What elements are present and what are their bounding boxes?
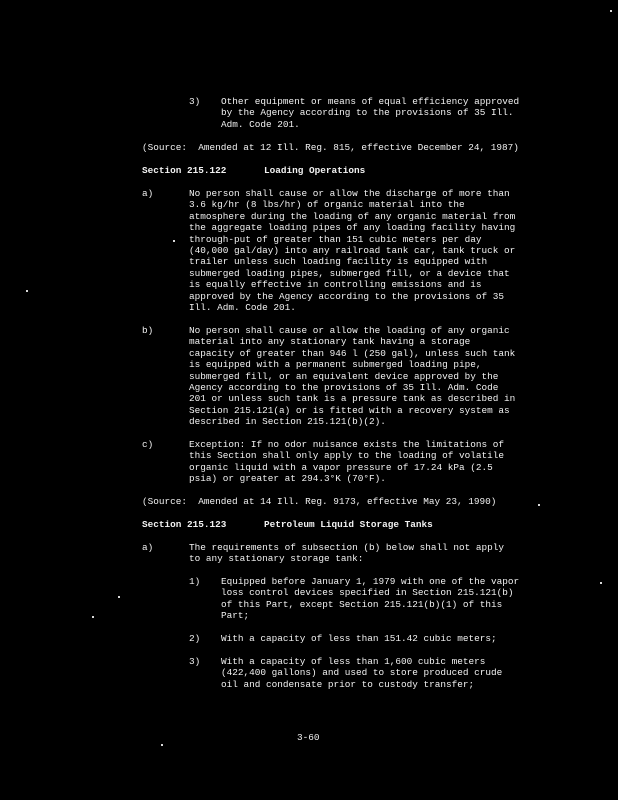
item-3-label: 3) [189, 656, 201, 667]
scan-speck [161, 744, 163, 746]
text-line: Adm. Code 201. [221, 118, 300, 130]
scan-speck [26, 290, 28, 292]
text-line: Ill. Adm. Code 201. [189, 302, 296, 314]
text-line: is equipped with a permanent submerged loading pipe, [189, 359, 482, 371]
item-1-text [221, 576, 519, 622]
text-line: Part; [221, 610, 250, 622]
text-line: 3.6 kg/hr (8 lbs/hr) of organic material into the [189, 199, 465, 211]
text-line: With a capacity of less than 1,600 cubic meters [221, 656, 486, 667]
item-3-text [221, 96, 519, 130]
scan-speck [610, 10, 612, 12]
item-2-label: 2) [189, 633, 201, 644]
text-line: No person shall cause or allow the loading of any organic [189, 325, 510, 336]
subsection-a-text [189, 188, 515, 313]
text-line: by the Agency according to the provisions of 35 Ill. [221, 107, 514, 119]
text-line: material into any stationary tank having a storage [189, 336, 471, 348]
text-line: to any stationary storage tank: [189, 553, 364, 565]
item-3-text [221, 656, 502, 690]
text-line: approved by the Agency according to the provisions of 35 [189, 290, 505, 302]
text-line: oil and condensate prior to custody transfer; [221, 678, 475, 690]
scan-speck [538, 504, 540, 506]
section-215-123-title: Petroleum Liquid Storage Tanks [264, 519, 433, 530]
text-line: Agency according to the provisions of 35 Ill. Adm. Code [189, 382, 499, 394]
scan-speck [118, 596, 120, 598]
text-line: Section 215.121(a) or is fitted with a recovery system as [189, 404, 510, 416]
item-3-label: 3) [189, 96, 201, 107]
scan-speck [173, 240, 175, 242]
text-line: trailer unless such loading facility is equipped with [189, 256, 488, 268]
section-215-122-title: Loading Operations [264, 165, 366, 176]
text-line: loss control devices specified in Section 215.121(b) [221, 587, 514, 599]
subsection-b-text [189, 325, 515, 428]
text-line: submerged loading pipes, submerged fill, or a device that [189, 267, 510, 279]
text-line: of this Part, except Section 215.121(b)(1) of this [221, 598, 503, 610]
section-215-122-number: Section 215.122 [142, 165, 227, 176]
scan-speck [92, 616, 94, 618]
text-line: No person shall cause or allow the discharge of more than [189, 188, 510, 199]
item-2-text [221, 633, 497, 644]
item-1-label: 1) [189, 576, 201, 587]
text-line: organic liquid with a vapor pressure of 17.24 kPa (2.5 [189, 461, 493, 473]
page-number: 3-60 [297, 732, 320, 743]
text-line: described in Section 215.121(b)(2). [189, 416, 386, 428]
text-line: 201 or unless such tank is a pressure tank as described in [189, 393, 516, 405]
text-line: (40,000 gal/day) into any railroad tank car, tank truck or [189, 245, 516, 257]
subsection-a-text [189, 542, 504, 565]
text-line: is equally effective in controlling emissions and is [189, 279, 482, 291]
text-line: submerged fill, or an equivalent device approved by the [189, 370, 499, 382]
text-line: psia) or greater at 294.3°K (70°F). [189, 473, 386, 485]
text-line: Equipped before January 1, 1979 with one of the vapor [221, 576, 520, 587]
text-line: Exception: If no odor nuisance exists the limitations of [189, 439, 505, 450]
text-line: the aggregate loading pipes of any loading facility having [189, 222, 516, 234]
text-line: The requirements of subsection (b) below shall not apply [189, 542, 505, 553]
subsection-a-label: a) [142, 188, 154, 199]
subsection-c-text [189, 439, 504, 485]
text-line: capacity of greater than 946 l (250 gal), unless such tank [189, 347, 516, 359]
subsection-b-label: b) [142, 325, 154, 336]
subsection-c-label: c) [142, 439, 154, 450]
text-line: this Section shall only apply to the loading of volatile [189, 450, 505, 462]
text-line: Other equipment or means of equal efficiency approved [221, 96, 520, 107]
source-note-1: (Source: Amended at 12 Ill. Reg. 815, effective December 24, 1987) [142, 142, 519, 153]
text-line: (422,400 gallons) and used to store produced crude [221, 667, 503, 679]
source-note-2: (Source: Amended at 14 Ill. Reg. 9173, effective May 23, 1990) [142, 496, 497, 507]
text-line: atmosphere during the loading of any organic material from [189, 210, 516, 222]
scan-speck [600, 582, 602, 584]
text-line: With a capacity of less than 151.42 cubic meters; [221, 633, 497, 644]
text-line: through-put of greater than 151 cubic meters per day [189, 233, 482, 245]
section-215-123-number: Section 215.123 [142, 519, 227, 530]
subsection-a-label: a) [142, 542, 154, 553]
